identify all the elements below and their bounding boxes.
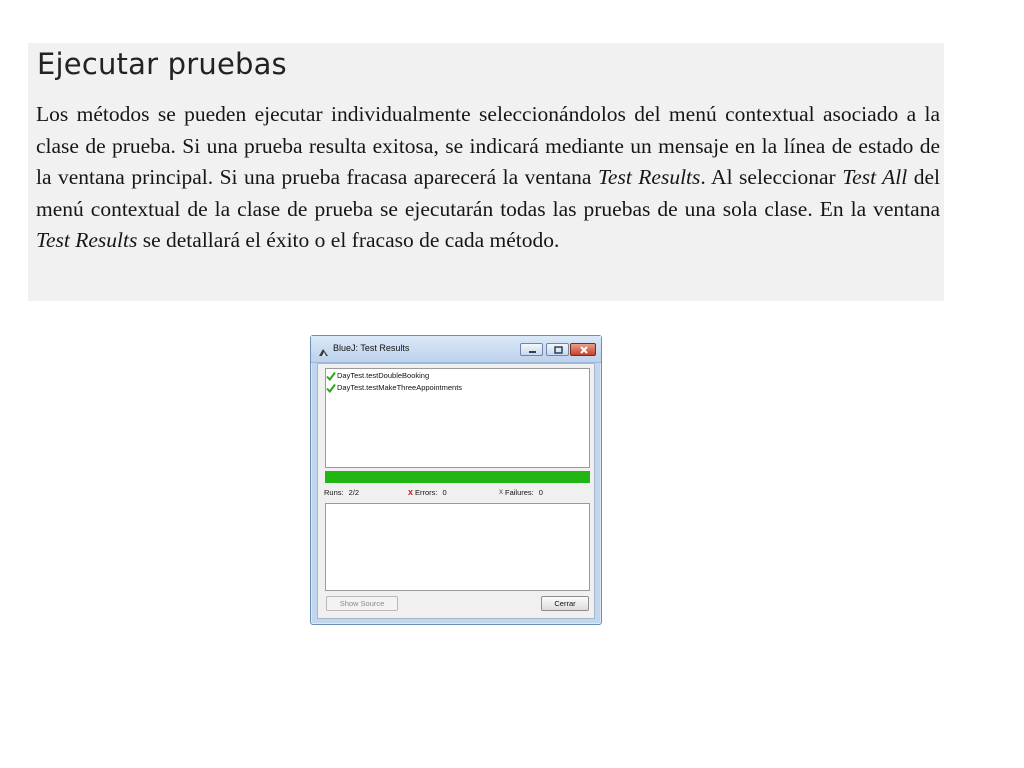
error-x-icon: x: [408, 487, 414, 497]
failures-counter: [499, 487, 543, 499]
test-results-window: [310, 335, 602, 625]
show-source-button[interactable]: Show Source: [326, 596, 398, 611]
bluej-icon: [318, 343, 329, 354]
maximize-button[interactable]: [546, 343, 569, 356]
slide-title: Ejecutar pruebas: [37, 47, 287, 81]
runs-label: Runs:: [324, 488, 344, 497]
errors-value: 0: [442, 488, 447, 497]
test-progress-bar: [325, 471, 590, 483]
paragraph-emphasis-2: Test All: [842, 165, 908, 189]
failures-value: 0: [538, 488, 543, 497]
slide-paragraph: [36, 99, 940, 257]
failure-x-icon: x: [499, 487, 503, 496]
paragraph-emphasis-3: Test Results: [36, 228, 138, 252]
failures-label: Failures:: [505, 488, 534, 497]
test-detail-area[interactable]: [325, 503, 590, 591]
paragraph-text-1: Los métodos se pueden ejecutar individualmente seleccionándolos del menú contextual asociado a la clase de prueba. Si una prueba resulta exitosa, se indicará mediante un mensaje en la línea de estado de la ventana principal. Si una prueba fracasa aparecerá la ventana: [36, 102, 940, 189]
minimize-icon: [521, 344, 544, 357]
minimize-button[interactable]: [520, 343, 543, 356]
window-content: [317, 363, 595, 619]
runs-counter: [324, 487, 359, 499]
close-window-button[interactable]: [570, 343, 596, 356]
paragraph-text-3: del menú contextual de la clase de prueba se ejecutarán todas las pruebas de una sola clase. En la ventana: [36, 165, 940, 221]
slide-text-panel: [28, 43, 944, 301]
paragraph-text-4: se detallará el éxito o el fracaso de cada método.: [137, 228, 560, 252]
green-check-icon: [326, 383, 336, 393]
runs-value: 2/2: [348, 488, 360, 497]
paragraph-emphasis-1: Test Results: [597, 165, 701, 189]
close-icon: [571, 344, 597, 357]
errors-label: Errors:: [415, 488, 438, 497]
maximize-icon: [547, 344, 570, 357]
test-results-list[interactable]: [325, 368, 590, 468]
close-button[interactable]: Cerrar: [541, 596, 589, 611]
window-titlebar[interactable]: [311, 336, 601, 363]
errors-counter: [408, 487, 447, 499]
green-check-icon: [326, 371, 336, 381]
test-result-label: DayTest.testMakeThreeAppointments: [337, 383, 463, 392]
paragraph-text-2: . Al seleccionar: [700, 165, 843, 189]
window-title: BlueJ: Test Results: [333, 343, 410, 353]
test-result-label: DayTest.testDoubleBooking: [337, 371, 430, 380]
progress-bar-fill: [325, 471, 590, 483]
